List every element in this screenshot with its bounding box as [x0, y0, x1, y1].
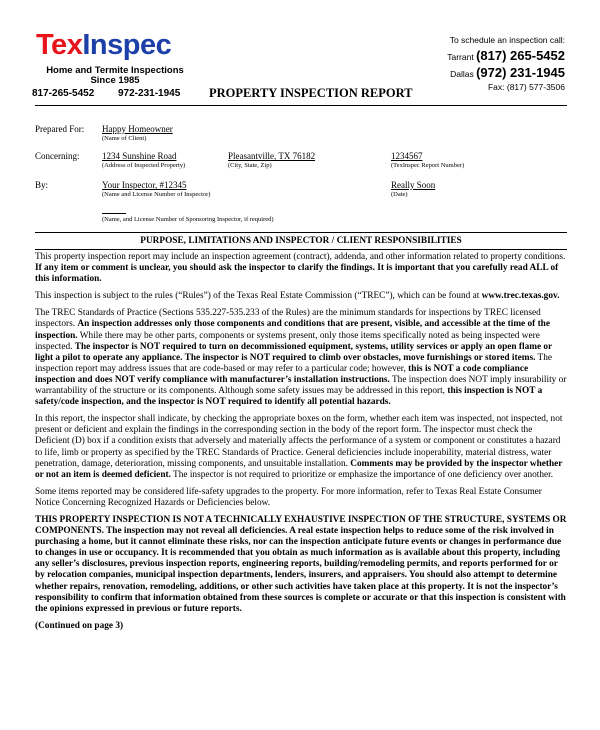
header-phone-1: 817-265-5452: [32, 88, 95, 99]
sponsor-caption: (Name, and License Number of Sponsoring Inspector, if required): [102, 216, 274, 223]
client-name-caption: (Name of Client): [102, 135, 147, 142]
dallas-line: Dallas (972) 231-1945: [450, 65, 565, 80]
tagline-since: Since 1985: [90, 75, 140, 86]
paragraph-intro: This property inspection report may include an inspection agreement (contract), addenda, and other information related to property conditions. If any item or comment is unclear, you should ask the inspector to clarify the findings. It is important that you carefully read ALL of this information.: [35, 252, 566, 285]
prepared-for-label: Prepared For:: [35, 124, 85, 134]
by-label: By:: [35, 180, 49, 190]
report-number-caption: (TexInspec Report Number): [391, 162, 465, 169]
continued-note: (Continued on page 3): [35, 620, 124, 631]
paragraph-life-safety: Some items reported may be considered life-safety upgrades to the property. For more information, refer to Texas Real Estate Consumer Notice Concerning Recognized Hazards or Deficiencies below.: [35, 486, 542, 508]
paragraph-rules: This inspection is subject to the rules (“Rules”) of the Texas Real Estate Commission (“TREC”), which can be found at www.trec.texas.gov.: [35, 291, 560, 302]
fax-line: Fax: (817) 577-3506: [487, 82, 565, 92]
tagline-services: Home and Termite Inspections: [46, 65, 184, 76]
property-address-caption: (Address of Inspected Property): [102, 162, 186, 169]
client-name: Happy Homeowner: [102, 124, 173, 134]
property-address: 1234 Sunshine Road: [102, 151, 177, 161]
inspection-date: Really Soon: [391, 180, 436, 190]
report-body: [35, 252, 567, 638]
schedule-label: To schedule an inspection call:: [449, 35, 565, 45]
section-title: PURPOSE, LIMITATIONS AND INSPECTOR / CLIENT RESPONSIBILITIES: [140, 236, 462, 246]
paragraph-disclaimer: THIS PROPERTY INSPECTION IS NOT A TECHNICALLY EXHAUSTIVE INSPECTION OF THE STRUCTURE, SYSTEMS OR COMPONENTS. The inspection may not reveal all deficiencies. A real estate inspection helps to reduce some of the risk involved in purchasing a home, but it cannot eliminate these risks, nor can the inspection anticipate future events or changes in performance due to changes in use or occupancy. It is recommended that you obtain as much information as is available about this property, including any seller’s disclosures, previous inspection reports, engineering reports, building/remodeling permits, and reports performed for or by relocation companies, municipal inspection departments, lenders, insurers, and appraisers. You should also attempt to determine whether repairs, renovation, remodeling, additions, or other such activities have taken place at this property. It is not the inspector’s responsibility to confirm that information obtained from these sources is complete or accurate or that this inspection is consistent with the opinions expressed in previous or future reports.: [35, 514, 567, 614]
inspector-name-caption: (Name and License Number of Inspector): [102, 191, 211, 198]
page-title: PROPERTY INSPECTION REPORT: [209, 86, 413, 100]
inspection-date-caption: (Date): [391, 191, 408, 198]
header-phone-2: 972-231-1945: [118, 88, 181, 99]
header-divider: [35, 105, 567, 106]
company-logo: TexInspec: [36, 29, 172, 61]
inspector-name: Your Inspector, #12345: [102, 180, 187, 190]
report-number: 1234567: [391, 151, 423, 161]
tarrant-line: Tarrant (817) 265-5452: [447, 48, 565, 63]
sponsor-underline: [102, 213, 126, 214]
city-state-zip: Pleasantville, TX 76182: [228, 151, 316, 161]
paragraph-standards: The TREC Standards of Practice (Sections 535.227-535.233 of the Rules) are the minimum standards for inspections by TREC licensed inspectors. An inspection addresses only those components and conditions that are present, visible, and accessible at the time of the inspection. While there may be other parts, components or systems present, only those items specifically noted as being inspected were inspected. The inspector is NOT required to turn on decommissioned equipment, systems, utility services or apply an open flame or light a pilot to operate any appliance. The inspector is NOT required to climb over obstacles, move furnishings or stored items. The inspection report may address issues that are code-based or may refer to a particular code; however, this is NOT a code compliance inspection and does NOT verify compliance with manufacturer’s installation instructions. The inspection does NOT imply insurability or warrantability of the structure or its components. Although some safety issues may be addressed in this report, this inspection is NOT a safety/code inspection, and the inspector is NOT required to identify all potential hazards.: [35, 308, 567, 408]
paragraph-reporting: In this report, the inspector shall indicate, by checking the appropriate boxes on the form, whether each item was inspected, not inspected, not present or deficient and explain the findings in the corresponding section in the body of the report form. The inspector must check the Deficient (D) box if a condition exists that adversely and materially affects the performance of a system or component or constitutes a hazard to life, limb or property as specified by the TREC Standards of Practice. General deficiencies include inoperability, material distress, water penetration, damage, deterioration, missing components, and unsuitable installation. Comments may be provided by the inspector whether or not an item is deemed deficient. The inspector is not required to prioritize or emphasize the importance of one deficiency over another.: [35, 414, 563, 480]
section-divider-top: [35, 232, 567, 233]
section-divider-bottom: [35, 249, 567, 250]
city-state-zip-caption: (City, State, Zip): [228, 162, 272, 169]
concerning-label: Concerning:: [35, 151, 80, 161]
